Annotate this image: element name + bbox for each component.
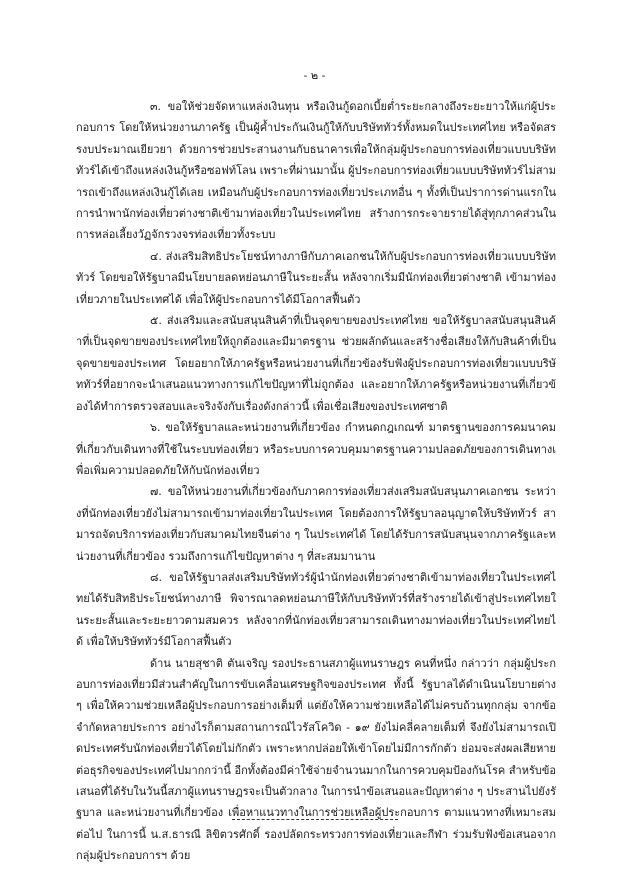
paragraph-item-3: ๓. ขอให้ช่วยจัดหาแหล่งเงินทุน หรือเงินกู้ดอกเบี้ยต่ำระยะกลางถึงระยะยาวให้แก่ผู้ประกอบการ โดยให้หน่วยงานภาครัฐ เป็นผู้ค้ำประกันเงินกู้ให้กับบริษัททัวร์ทั้งหมดในประเทศไทย หรือจัดสรรงบประมาณเยียวยา ด้วยการช่วยประสานงานกับธนาคารเพื่อให้กลุ่มผู้ประกอบการท่องเที่ยวแบบบริษัททัวร์ได้เข้าถึงแหล่งเงินกู้หรือซอฟท์โลน เพราะที่ผ่านมานั้น ผู้ประกอบการท่องเที่ยวแบบบริษัททัวร์ไม่สามารถเข้าถึงแหล่งเงินกู้ได้เลย เหมือนกับผู้ประกอบการท่องเที่ยวประเภทอื่น ๆ ทั้งที่เป็นปราการด่านแรกในการนำพานักท่องเที่ยวต่างชาติเข้ามาท่องเที่ยวในประเทศไทย สร้างการกระจายรายได้สู่ทุกภาคส่วนในการหล่อเลี้ยงวัฏจักรวงจรท่องเที่ยวทั้งระบบ (76, 100, 556, 242)
paragraph-item-6: ๖. ขอให้รัฐบาลและหน่วยงานที่เกี่ยวข้อง กำหนดกฎเกณฑ์ มาตรฐานของการคมนาคมที่เกี่ยวกับเดินทางที่ใช้ในระบบท่องเที่ยว หรือระบบการควบคุมมาตรฐานความปลอดภัยของการเดินทางเพื่อเพิ่มความปลอดภัยให้กับนักท่องเที่ยว (76, 421, 556, 477)
paragraph-item-4: ๔. ส่งเสริมสิทธิประโยชน์ทางภาษีกับภาคเอกชนให้กับผู้ประกอบการท่องเที่ยวแบบบริษัททัวร์ โดยขอให้รัฐบาลมีนโยบายลดหย่อนภาษีในระยะสั้น หลังจากเริ่มมีนักท่องเที่ยวต่างชาติ เข้ามาท่องเที่ยวภายในประเทศได้ เพื่อให้ผู้ประกอบการได้มีโอกาสฟื้นตัว (76, 249, 556, 306)
paragraph-statement: ด้าน นายสุชาติ ตันเจริญ รองประธานสภาผู้แทนราษฎร คนที่หนึ่ง กล่าวว่า กลุ่มผู้ประกอบการท่องเที่ยวมีส่วนสำคัญในการขับเคลื่อนเศรษฐกิจของประเทศ ทั้งนี้ รัฐบาลได้ดำเนินนโยบายต่าง ๆ เพื่อให้ความช่วยเหลือผู้ประกอบการอย่างเต็มที่ แต่ยังให้ความช่วยเหลือได้ไม่ครบถ้วนทุกกลุ่ม จากข้อจำกัดหลายประการ อย่างไรก็ตามสถานการณ์ไวรัสโควิด - ๑๙ ยังไม่คลี่คลายเต็มที่ จึงยังไม่สามารถเปิดประเทศรับนักท่องเที่ยวได้โดยไม่กักตัว เพราะหากปล่อยให้เข้าโดยไม่มีการกักตัว ย่อมจะส่งผลเสียหายต่อธุรกิจของประเทศไปมากกว่านี้ อีกทั้งต้องมีค่าใช้จ่ายจำนวนมากในการควบคุมป้องกันโรค สำหรับข้อเสนอที่ได้รับในวันนี้สภาผู้แทนราษฎรจะเป็นตัวกลาง ในการนำข้อเสนอและปัญหาต่าง ๆ ประสานไปยังรัฐบาล และหน่วยงานที่เกี่ยวข้อง เพื่อหาแนวทางในการช่วยเหลือผู้ประกอบการ ตามแนวทางที่เหมาะสมต่อไป ในการนี้ น.ส.ธารณี ลิขิตวรศักดิ์ รองปลัดกระทรวงการท่องเที่ยวและกีฬา ร่วมรับฟังข้อเสนอจากกลุ่มผู้ประกอบการฯ ด้วย (76, 656, 556, 863)
paragraph-item-7: ๗. ขอให้หน่วยงานที่เกี่ยวข้องกับภาคการท่องเที่ยวส่งเสริมสนับสนุนภาคเอกชน ระหว่างที่นักท่องเที่ยวยังไม่สามารถเข้ามาท่องเที่ยวในประเทศ โดยต้องการให้รัฐบาลอนุญาตให้บริษัททัวร์ สามารถจัดบริการท่องเที่ยวกับสมาคมไทยจีนต่าง ๆ ในประเทศได้ โดยได้รับการสนับสนุนจากภาครัฐและหน่วยงานที่เกี่ยวข้อง รวมถึงการแก้ไขปัญหาต่าง ๆ ที่สะสมมานาน (76, 485, 556, 563)
paragraph-item-5: ๕. ส่งเสริมและสนับสนุนสินค้าที่เป็นจุดขายของประเทศไทย ขอให้รัฐบาลสนับสนุนสินค้าที่เป็นจุดขายของประเทศไทยให้ถูกต้องและมีมาตรฐาน ช่วยผลักดันและสร้างชื่อเสียงให้กับสินค้าที่เป็นจุดขายของประเทศ โดยอยากให้ภาครัฐหรือหน่วยงานที่เกี่ยวข้องรับฟังผู้ประกอบการท่องเที่ยวแบบบริษัททัวร์ที่อยากจะนำเสนอแนวทางการแก้ไขปัญหาที่ไม่ถูกต้อง และอยากให้ภาครัฐหรือหน่วยงานที่เกี่ยวข้องได้ทำการตรวจสอบและจริงจังกับเรื่องดังกล่าวนี้ เพื่อเชื่อเสียงของประเทศชาติ (76, 314, 556, 413)
page-number: - ๒ - (303, 69, 326, 82)
end-divider (232, 819, 398, 820)
body-text (76, 96, 556, 867)
paragraph-item-8: ๘. ขอให้รัฐบาลส่งเสริมบริษัททัวร์ผู้นำนักท่องเที่ยวต่างชาติเข้ามาท่องเที่ยวในประเทศไทยได้รับสิทธิประโยชน์ทางภาษี พิจารณาลดหย่อนภาษีให้กับบริษัททัวร์ที่สร้างรายได้เข้าสู่ประเทศไทยในระยะสั้นและระยะยาวตามสมควร หลังจากที่นักท่องเที่ยวสามารถเดินทางมาท่องเที่ยวในประเทศไทยได้ เพื่อให้บริษัททัวร์มีโอกาสฟื้นตัว (76, 570, 556, 649)
